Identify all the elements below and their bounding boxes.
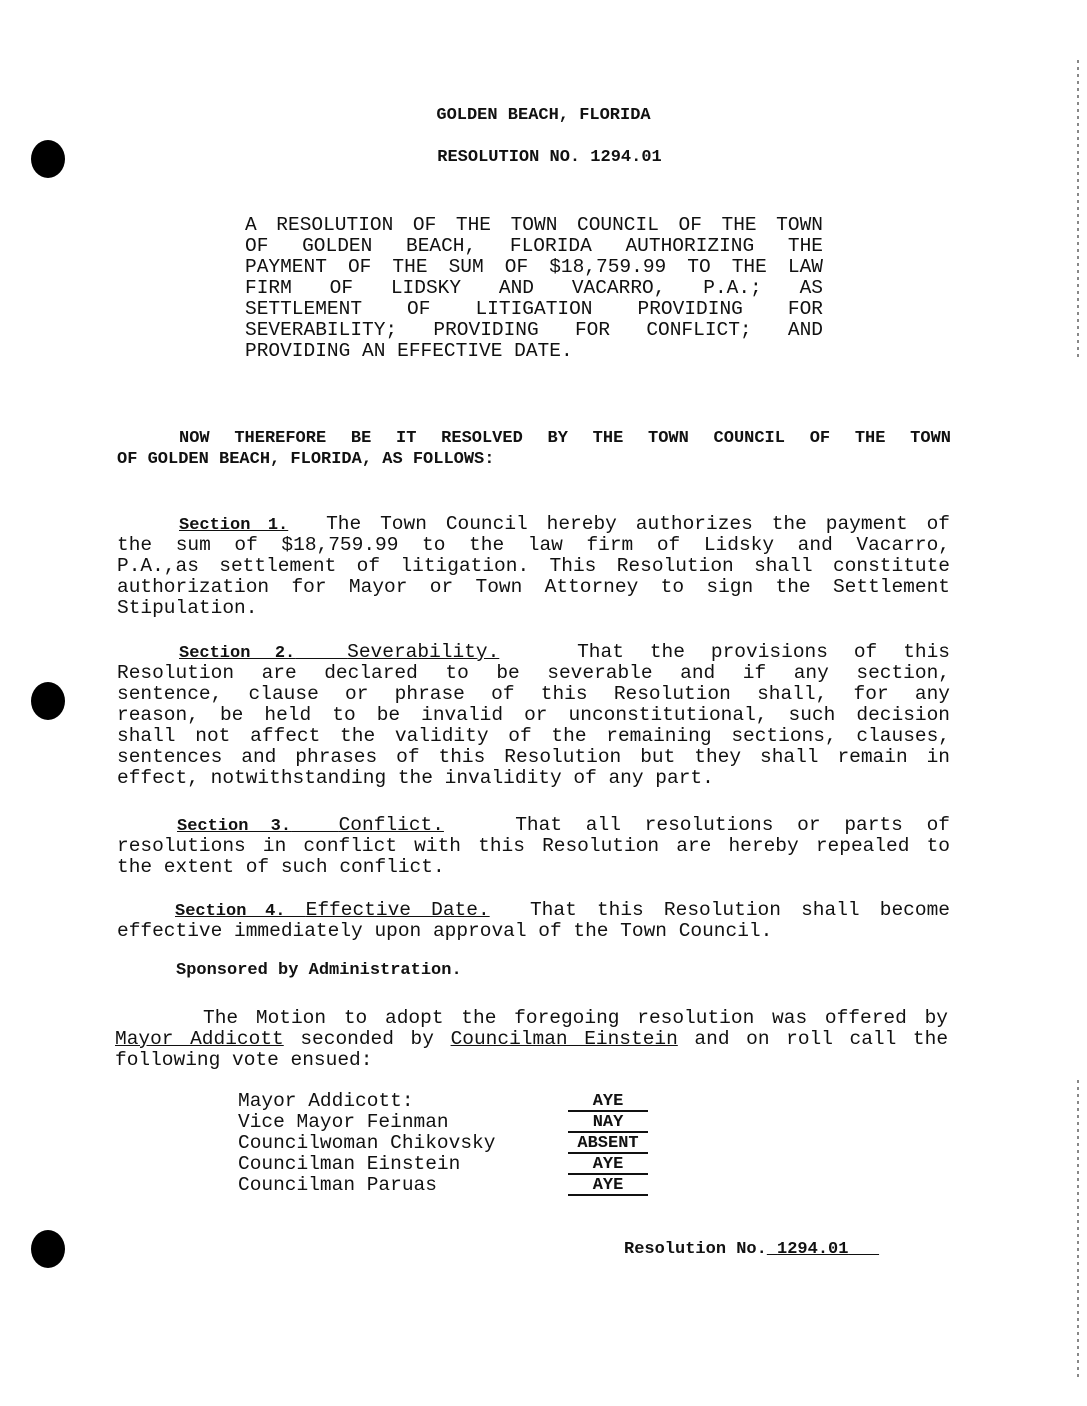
section-title: Severability. (347, 641, 500, 663)
section-heading: Section 4. (175, 902, 286, 921)
resolved-line: NOW THEREFORE BE IT RESOLVED BY THE TOWN COUNCIL OF THE TOWN (179, 429, 951, 448)
voter-name: Councilwoman Chikovsky (238, 1132, 496, 1154)
section-line: P.A.,as settlement of litigation. This Resolution shall constitute (117, 555, 950, 577)
motion-paragraph (115, 1008, 948, 1071)
abstract (245, 215, 823, 362)
seconder-name: Councilman Einstein (450, 1028, 678, 1050)
section-line: reason, be held to be invalid or unconstitutional, such decision (117, 704, 950, 726)
vote-value: AYE (568, 1175, 648, 1196)
abstract-line: PAYMENT OF THE SUM OF $18,759.99 TO THE LAW (245, 256, 823, 278)
vote-value: NAY (568, 1112, 648, 1133)
resolved-line: OF GOLDEN BEACH, FLORIDA, AS FOLLOWS: (117, 450, 495, 469)
section-title: Conflict. (338, 814, 444, 836)
vote-value: ABSENT (568, 1133, 648, 1154)
abstract-line: OF GOLDEN BEACH, FLORIDA AUTHORIZING THE (245, 235, 823, 257)
vote-row (238, 1133, 648, 1154)
resolution-title: RESOLUTION NO. 1294.01 (437, 148, 662, 167)
vote-table (238, 1091, 648, 1196)
motion-text: seconded by (300, 1028, 434, 1050)
vote-row (238, 1175, 648, 1196)
motion-line: The Motion to adopt the foregoing resolution was offered by (203, 1007, 948, 1029)
resolved-clause (117, 428, 951, 470)
section-line: effect, notwithstanding the invalidity of any part. (117, 767, 714, 789)
section-title: Effective Date. (305, 899, 490, 921)
vote-value: AYE (568, 1091, 648, 1112)
section-line: shall not affect the validity of the remaining sections, clauses, (117, 725, 950, 747)
section-2 (117, 642, 950, 789)
section-heading: Section 2. (179, 644, 296, 663)
vote-row (238, 1091, 648, 1112)
section-line: Resolution are declared to be severable and if any section, (117, 662, 950, 684)
voter-name: Councilman Einstein (238, 1153, 461, 1175)
abstract-line: FIRM OF LIDSKY AND VACARRO, P.A.; AS (245, 277, 823, 299)
vote-value: AYE (568, 1154, 648, 1175)
scan-edge (1077, 1080, 1079, 1380)
abstract-line: SEVERABILITY; PROVIDING FOR CONFLICT; AND (245, 319, 823, 341)
section-1 (117, 514, 950, 619)
section-3 (117, 815, 950, 878)
sponsor-line: Sponsored by Administration. (176, 961, 462, 980)
vote-row (238, 1112, 648, 1133)
section-4 (117, 900, 950, 942)
footer-label: Resolution No. (624, 1240, 767, 1259)
section-line: sentence, clause or phrase of this Resolution shall, for any (117, 683, 950, 705)
abstract-line: SETTLEMENT OF LITIGATION PROVIDING FOR (245, 298, 823, 320)
section-line: effective immediately upon approval of the Town Council. (117, 920, 773, 942)
section-text: That the provisions of this (577, 641, 951, 663)
voter-name: Vice Mayor Feinman (238, 1111, 449, 1133)
voter-name: Mayor Addicott: (238, 1090, 414, 1112)
footer-resolution-number (624, 1240, 879, 1259)
scan-edge (1077, 60, 1079, 360)
punch-hole (31, 1230, 65, 1268)
section-text: The Town Council hereby authorizes the payment of (326, 513, 950, 535)
section-line: the extent of such conflict. (117, 856, 445, 878)
section-heading: Section 3. (177, 817, 292, 836)
voter-name: Councilman Paruas (238, 1174, 437, 1196)
motion-text: and on roll call the (694, 1028, 949, 1050)
section-line: resolutions in conflict with this Resolution are hereby repealed to (117, 835, 950, 857)
section-text: That all resolutions or parts of (515, 814, 950, 836)
section-heading: Section 1. (179, 516, 289, 535)
motion-line: following vote ensued: (115, 1049, 373, 1071)
section-line: the sum of $18,759.99 to the law firm of Lidsky and Vacarro, (117, 534, 950, 556)
municipality-heading: GOLDEN BEACH, FLORIDA (436, 106, 651, 125)
section-line: sentences and phrases of this Resolution but they shall remain in (117, 746, 950, 768)
abstract-line: A RESOLUTION OF THE TOWN COUNCIL OF THE TOWN (245, 214, 823, 236)
vote-row (238, 1154, 648, 1175)
section-text: That this Resolution shall become (529, 899, 950, 921)
punch-hole (31, 682, 65, 720)
section-line: Stipulation. (117, 597, 258, 619)
mover-name: Mayor Addicott (115, 1028, 284, 1050)
abstract-line: PROVIDING AN EFFECTIVE DATE. (245, 340, 573, 362)
section-line: authorization for Mayor or Town Attorney to sign the Settlement (117, 576, 950, 598)
footer-number: 1294.01 (777, 1240, 849, 1259)
